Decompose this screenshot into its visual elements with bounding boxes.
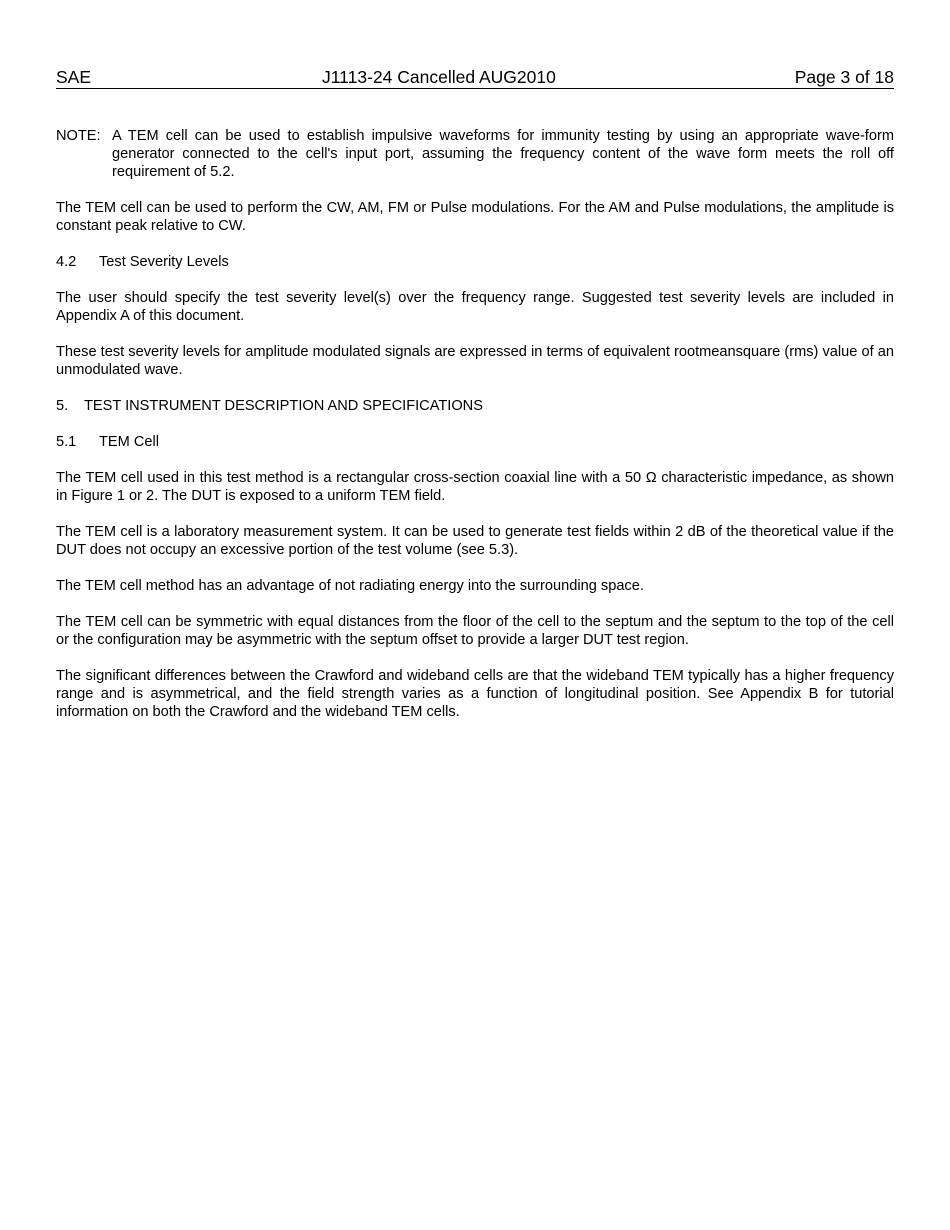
paragraph-crawford-wideband: The significant differences between the Crawford and wideband cells are that the wideband TEM typically has a higher frequency range and is asymmetrical, and the field strength varies as a function of longitudinal position. See Appendix B for tutorial information on both the Crawford and the wideband TEM cells.	[56, 668, 894, 720]
section-number: 5.	[56, 398, 69, 414]
page-header	[56, 66, 894, 89]
paragraph-lab-measurement: The TEM cell is a laboratory measurement system. It can be used to generate test fields within 2 dB of the theoretical value if the DUT does not occupy an excessive portion of the test volume (see 5.3).	[56, 524, 894, 558]
paragraph-modulations: The TEM cell can be used to perform the CW, AM, FM or Pulse modulations. For the AM and Pulse modulations, the amplitude is constant peak relative to CW.	[56, 200, 894, 234]
section-title: TEM Cell	[99, 434, 159, 450]
document-body	[56, 127, 894, 721]
header-page-number: Page 3 of 18	[794, 67, 894, 87]
section-title: Test Severity Levels	[99, 254, 229, 270]
note-block	[56, 127, 894, 181]
section-title: TEST INSTRUMENT DESCRIPTION AND SPECIFICATIONS	[84, 398, 483, 414]
paragraph-severity-specify: The user should specify the test severity level(s) over the frequency range. Suggested test severity levels are included in Appendix A of this document.	[56, 290, 894, 324]
paragraph-no-radiation: The TEM cell method has an advantage of not radiating energy into the surrounding space.	[56, 578, 644, 594]
paragraph-severity-rms: These test severity levels for amplitude modulated signals are expressed in terms of equivalent rootmeansquare (rms) value of an unmodulated wave.	[56, 344, 894, 378]
section-heading-4-2	[56, 253, 894, 271]
header-org: SAE	[56, 67, 92, 87]
document-page	[56, 66, 894, 721]
section-heading-5-1	[56, 433, 894, 451]
section-heading-5	[56, 397, 894, 415]
note-label: NOTE:	[56, 128, 101, 144]
note-text: A TEM cell can be used to establish impulsive waveforms for immunity testing by using an appropriate wave-form generator connected to the cell's input port, assuming the frequency content of the wave form meets the roll off requirement of 5.2.	[112, 128, 894, 180]
paragraph-tem-cell-description: The TEM cell used in this test method is a rectangular cross-section coaxial line with a 50 Ω characteristic impedance, as shown in Figure 1 or 2. The DUT is exposed to a uniform TEM field.	[56, 470, 894, 504]
paragraph-symmetry: The TEM cell can be symmetric with equal distances from the floor of the cell to the septum and the septum to the top of the cell or the configuration may be asymmetric with the septum offset to provide a larger DUT test region.	[56, 614, 894, 648]
section-number: 5.1	[56, 434, 77, 450]
header-doc-id: J1113-24 Cancelled AUG2010	[322, 67, 556, 87]
section-number: 4.2	[56, 254, 77, 270]
